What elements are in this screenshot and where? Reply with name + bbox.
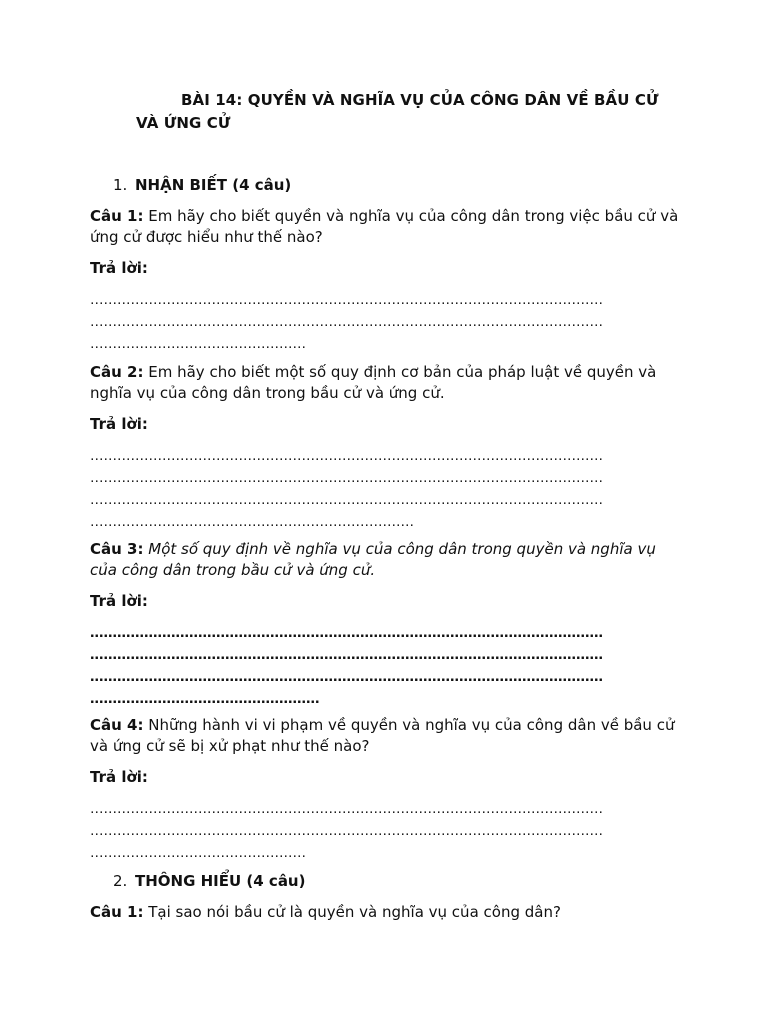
section-title: THÔNG HIỂU (4 câu)	[135, 872, 306, 890]
question-2	[90, 362, 682, 404]
question-text: Những hành vi vi phạm về quyền và nghĩa vụ của công dân về bầu cử và ứng cử sẽ bị xử phạt như thế nào?	[90, 716, 675, 755]
question-label: Câu 1:	[90, 903, 144, 921]
question-text: Tại sao nói bầu cử là quyền và nghĩa vụ của công dân?	[148, 903, 561, 921]
question-2-1	[90, 902, 682, 923]
answer-line: ……………………………………………………………………………………………………	[90, 492, 603, 508]
answer-line: ……………………………………………………………………………………………………	[90, 448, 603, 464]
question-text: Em hãy cho biết một số quy định cơ bản của pháp luật về quyền và nghĩa vụ của công dân trong bầu cử và ứng cử.	[90, 363, 657, 402]
question-label: Câu 3:	[90, 540, 144, 558]
section-title: NHẬN BIẾT (4 câu)	[135, 176, 292, 194]
document-title-line-2: VÀ ỨNG CỬ	[136, 114, 231, 132]
answer-line: ……………………………………………………………………………………………………	[90, 470, 603, 486]
question-4	[90, 715, 682, 757]
question-1	[90, 206, 682, 248]
answer-line: ………………………………………………………………	[90, 514, 414, 530]
answer-line: …………………………………………	[90, 845, 306, 861]
question-label: Câu 4:	[90, 716, 144, 734]
answer-line: ……………………………………………………………………………………………………	[90, 292, 603, 308]
document-title-line-1: BÀI 14: QUYỀN VÀ NGHĨA VỤ CỦA CÔNG DÂN VỀ BẦU CỬ	[181, 91, 659, 109]
answer-lines-q3	[90, 622, 682, 710]
answer-label: Trả lời:	[90, 259, 148, 277]
answer-lines-q1	[90, 289, 668, 355]
answer-label: Trả lời:	[90, 592, 148, 610]
section-number: 2.	[113, 872, 128, 890]
answer-line: ……………………………………………………………………………………………………	[90, 801, 603, 817]
answer-line: …………………………………………	[90, 336, 306, 352]
answer-lines-q4	[90, 798, 668, 864]
answer-line: ……………………………………………………………………………………………………	[90, 823, 603, 839]
answer-line: ……………………………………………………………………………………………………	[90, 314, 603, 330]
question-3	[90, 539, 682, 581]
question-text: Một số quy định về nghĩa vụ của công dân trong quyền và nghĩa vụ của công dân trong bầu cử và ứng cử.	[90, 540, 656, 579]
answer-line: ……………………………………………	[90, 691, 320, 707]
answer-line: ……………………………………………………………………………………………………	[90, 625, 603, 641]
answer-lines-q2	[90, 445, 668, 533]
section-number: 1.	[113, 176, 128, 194]
answer-label: Trả lời:	[90, 415, 148, 433]
answer-line: ……………………………………………………………………………………………………	[90, 669, 603, 685]
answer-line: ……………………………………………………………………………………………………	[90, 647, 603, 663]
question-text: Em hãy cho biết quyền và nghĩa vụ của công dân trong việc bầu cử và ứng cử được hiểu như thế nào?	[90, 207, 679, 246]
question-label: Câu 1:	[90, 207, 144, 225]
question-label: Câu 2:	[90, 363, 144, 381]
answer-label: Trả lời:	[90, 768, 148, 786]
